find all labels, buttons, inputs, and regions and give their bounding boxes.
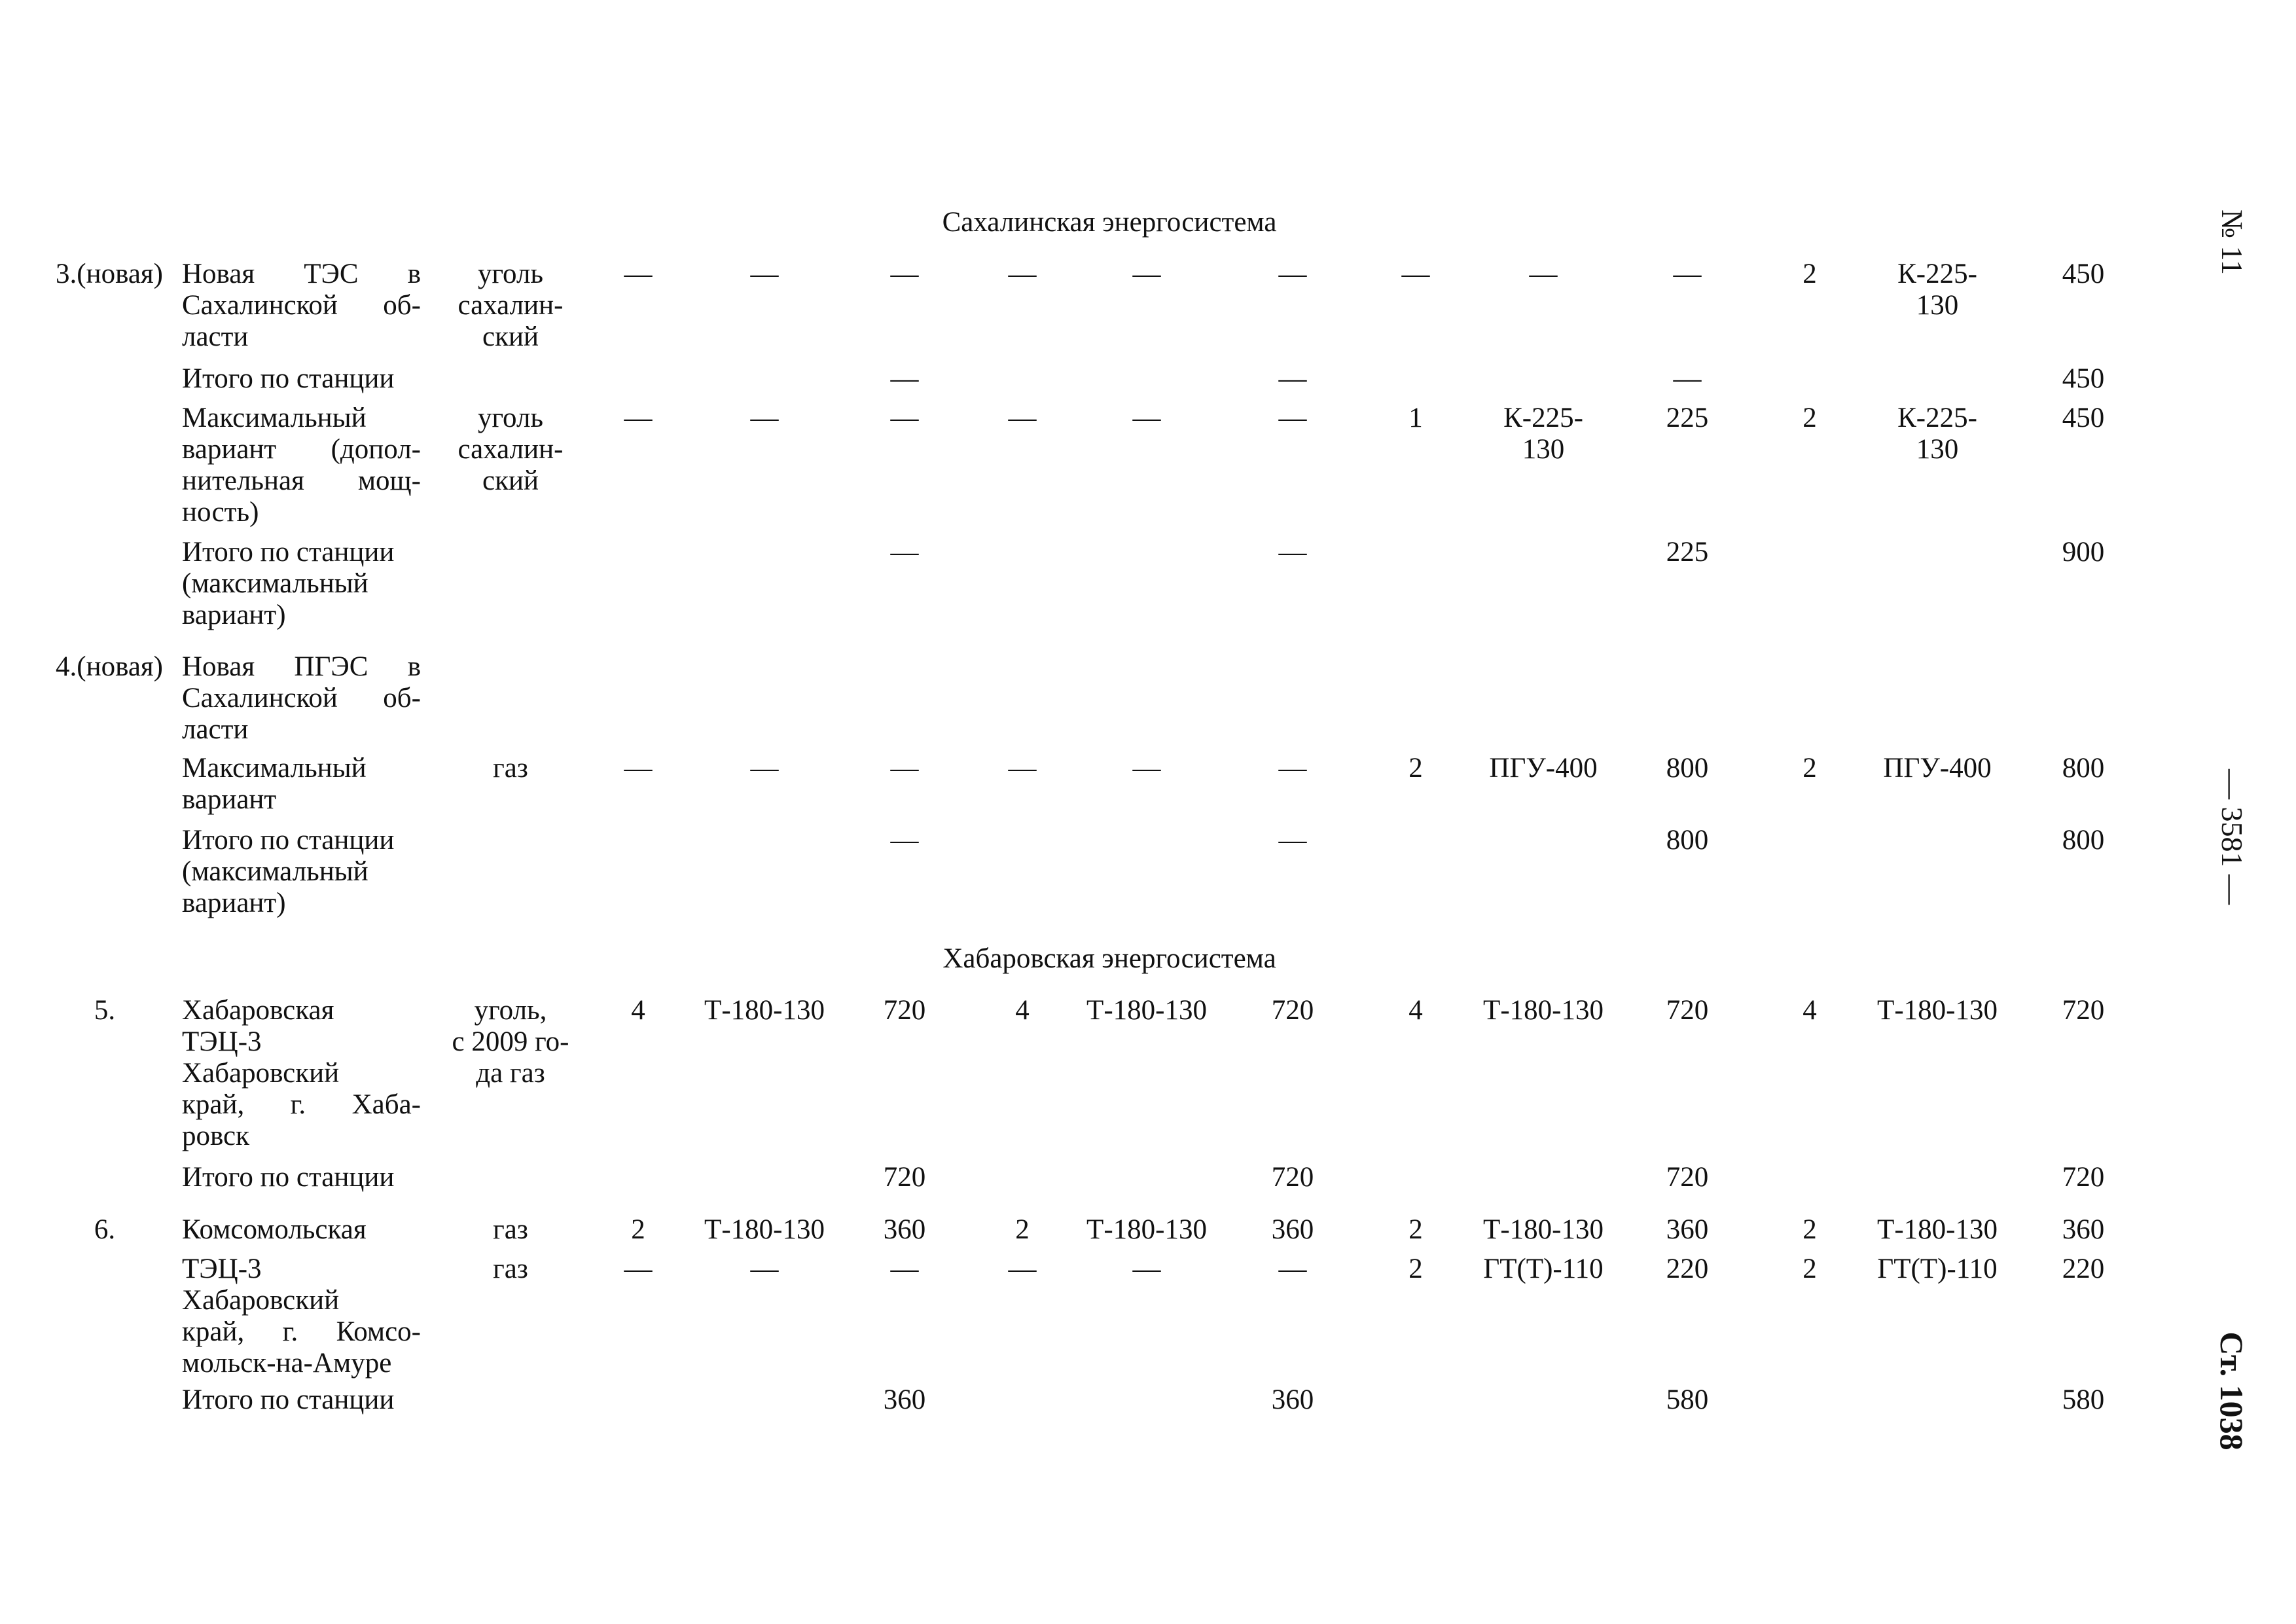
cell-c12: 360 <box>2062 1214 2105 1245</box>
cell-c1: — <box>624 1254 653 1284</box>
cell-c12: 800 <box>2062 825 2105 856</box>
cell-c7: 4 <box>1408 995 1423 1026</box>
station-name <box>182 1384 421 1416</box>
cell-c2: — <box>750 403 779 433</box>
cell-c9: 220 <box>1666 1254 1709 1284</box>
cell-c11 <box>1856 259 2019 321</box>
cell-c3: — <box>890 825 919 856</box>
cell-c11 <box>1856 995 2019 1026</box>
station-name <box>182 995 421 1152</box>
cell-c3: — <box>890 753 919 784</box>
cell-c10: 2 <box>1803 753 1817 784</box>
cell-c6: — <box>1278 825 1307 856</box>
cell-c10: 2 <box>1803 403 1817 433</box>
cell-c12: 220 <box>2062 1254 2105 1284</box>
cell-c10: 2 <box>1803 1214 1817 1245</box>
station-name-line: вариант (допол- <box>182 434 421 465</box>
row-number-line: 3. <box>56 259 77 289</box>
cell-c8 <box>1462 1254 1625 1285</box>
row-number-line: (новая) <box>77 651 164 682</box>
fuel-type-line: газ <box>493 1214 528 1245</box>
cell-c11-line: Т-180-130 <box>1877 995 1998 1026</box>
section-title: Сахалинская энергосистема <box>942 207 1277 238</box>
cell-c8: — <box>1529 259 1558 289</box>
fuel-type <box>439 403 583 497</box>
cell-c8-line: К-225- <box>1503 403 1583 433</box>
cell-c11 <box>1856 1214 2019 1246</box>
cell-c6: — <box>1278 753 1307 784</box>
station-name <box>182 537 421 631</box>
fuel-type-line: уголь, <box>474 995 547 1026</box>
row-number-line: (новая) <box>77 259 164 289</box>
cell-c10: 2 <box>1803 259 1817 289</box>
fuel-type <box>439 995 583 1089</box>
cell-c10: 4 <box>1803 995 1817 1026</box>
cell-c12: 720 <box>2062 1162 2105 1193</box>
station-name-line: Итого по станции <box>182 537 395 568</box>
cell-c12: 800 <box>2062 753 2105 784</box>
cell-c3: 720 <box>883 1162 926 1193</box>
cell-c11-line: К-225- <box>1897 259 1977 289</box>
station-name <box>182 1254 421 1379</box>
fuel-type-line: с 2009 го- <box>452 1026 569 1057</box>
cell-c8-line: ПГУ-400 <box>1489 753 1598 784</box>
cell-c2: — <box>750 753 779 784</box>
cell-c9: — <box>1673 363 1702 394</box>
cell-c6: 360 <box>1271 1384 1314 1415</box>
cell-c6: — <box>1278 403 1307 433</box>
section-title: Хабаровская энергосистема <box>942 943 1276 974</box>
cell-c12: 450 <box>2062 403 2105 433</box>
cell-c8-line: Т-180-130 <box>1483 995 1604 1026</box>
station-name-line: Максимальный <box>182 403 367 433</box>
row-number <box>56 259 164 290</box>
cell-c12: 900 <box>2062 537 2105 568</box>
cell-c12: 450 <box>2062 259 2105 289</box>
cell-c3: 720 <box>883 995 926 1026</box>
cell-c4: — <box>1008 403 1037 433</box>
fuel-type-line: уголь <box>477 259 544 289</box>
station-name-line: Комсомольская <box>182 1214 367 1245</box>
cell-c10: 2 <box>1803 1254 1817 1284</box>
cell-c3: 360 <box>883 1214 926 1245</box>
station-name-line: мольск-на-Амуре <box>182 1348 392 1379</box>
cell-c9: — <box>1673 259 1702 289</box>
cell-c7: 2 <box>1408 1254 1423 1284</box>
cell-c3: — <box>890 537 919 568</box>
station-name-line: Хабаровский <box>182 1285 340 1316</box>
station-name-line: ровск <box>182 1121 250 1151</box>
station-name-line: Хабаровский <box>182 1058 340 1089</box>
cell-c5: Т-180-130 <box>1086 995 1207 1026</box>
cell-c6: — <box>1278 259 1307 289</box>
fuel-type <box>439 1214 583 1246</box>
station-name <box>182 753 421 816</box>
cell-c5: — <box>1132 753 1161 784</box>
cell-c8-line: ГТ(Т)-110 <box>1483 1254 1604 1284</box>
cell-c9: 225 <box>1666 537 1709 568</box>
cell-c8 <box>1462 403 1625 465</box>
cell-c6: — <box>1278 537 1307 568</box>
cell-c9: 800 <box>1666 753 1709 784</box>
cell-c11-line: Т-180-130 <box>1877 1214 1998 1245</box>
cell-c11 <box>1856 1254 2019 1285</box>
station-name <box>182 651 421 746</box>
station-name-line: край, г. Комсо- <box>182 1316 421 1347</box>
fuel-type-line: да газ <box>476 1058 545 1089</box>
cell-c3: — <box>890 363 919 394</box>
cell-c11-line: ГТ(Т)-110 <box>1877 1254 1998 1284</box>
cell-c9: 800 <box>1666 825 1709 856</box>
fuel-type-line: газ <box>493 753 528 784</box>
station-name-line: ТЭЦ-3 <box>182 1254 262 1284</box>
cell-c6: 360 <box>1271 1214 1314 1245</box>
cell-c8 <box>1462 1214 1625 1246</box>
cell-c2: — <box>750 1254 779 1284</box>
station-name-line: вариант) <box>182 888 286 918</box>
station-name-line: нительная мощ- <box>182 465 421 496</box>
cell-c2: — <box>750 259 779 289</box>
cell-c9: 225 <box>1666 403 1709 433</box>
cell-c12: 580 <box>2062 1384 2105 1415</box>
cell-c9: 720 <box>1666 995 1709 1026</box>
cell-c6: 720 <box>1271 995 1314 1026</box>
cell-c11-line: 130 <box>1916 290 1959 321</box>
cell-c2: Т-180-130 <box>704 995 825 1026</box>
cell-c8-line: Т-180-130 <box>1483 1214 1604 1245</box>
cell-c3: — <box>890 259 919 289</box>
station-name-line: Новая ПГЭС в <box>182 651 421 682</box>
cell-c8-line: 130 <box>1522 434 1565 465</box>
station-name <box>182 259 421 353</box>
cell-c6: 720 <box>1271 1162 1314 1193</box>
cell-c11 <box>1856 753 2019 784</box>
cell-c3: 360 <box>883 1384 926 1415</box>
station-name-line: Итого по станции <box>182 1162 395 1193</box>
station-name-line: Максимальный <box>182 753 367 784</box>
station-name-line: ласти <box>182 714 249 745</box>
station-name-line: Итого по станции <box>182 363 395 394</box>
cell-c1: — <box>624 259 653 289</box>
cell-c4: — <box>1008 753 1037 784</box>
station-name-line: ность) <box>182 497 259 528</box>
station-name-line: Сахалинской об- <box>182 290 421 321</box>
cell-c2: Т-180-130 <box>704 1214 825 1245</box>
cell-c9: 720 <box>1666 1162 1709 1193</box>
row-number-line: 6. <box>94 1214 116 1245</box>
fuel-type <box>439 259 583 353</box>
cell-c11 <box>1856 403 2019 465</box>
station-name <box>182 825 421 919</box>
cell-c9: 580 <box>1666 1384 1709 1415</box>
fuel-type-line: сахалин- <box>457 434 564 465</box>
row-number-line: 5. <box>94 995 116 1026</box>
cell-c5: — <box>1132 403 1161 433</box>
cell-c1: — <box>624 403 653 433</box>
cell-c9: 360 <box>1666 1214 1709 1245</box>
cell-c1: 4 <box>631 995 645 1026</box>
fuel-type-line: газ <box>493 1254 528 1284</box>
cell-c7: — <box>1401 259 1430 289</box>
station-name-line: ласти <box>182 321 249 352</box>
cell-c5: — <box>1132 259 1161 289</box>
station-name-line: (максимальный <box>182 568 368 599</box>
station-name-line: вариант <box>182 784 277 815</box>
station-name-line: край, г. Хаба- <box>182 1089 421 1120</box>
fuel-type-line: уголь <box>477 403 544 433</box>
cell-c5: — <box>1132 1254 1161 1284</box>
cell-c4: 4 <box>1015 995 1030 1026</box>
fuel-type-line: ский <box>482 465 539 496</box>
cell-c1: 2 <box>631 1214 645 1245</box>
cell-c12: 450 <box>2062 363 2105 394</box>
station-name-line: (максимальный <box>182 856 368 887</box>
station-name-line: вариант) <box>182 600 286 630</box>
cell-c7: 2 <box>1408 753 1423 784</box>
station-name-line: Сахалинской об- <box>182 683 421 713</box>
cell-c1: — <box>624 753 653 784</box>
station-name <box>182 403 421 528</box>
cell-c8 <box>1462 995 1625 1026</box>
cell-c12: 720 <box>2062 995 2105 1026</box>
station-name <box>182 1214 421 1246</box>
article-number: Ст. 1038 <box>2214 1331 2250 1451</box>
cell-c11-line: К-225- <box>1897 403 1977 433</box>
cell-c4: — <box>1008 259 1037 289</box>
station-name <box>182 363 421 395</box>
page-number: — 3581 — <box>2215 769 2249 905</box>
station-name-line: Итого по станции <box>182 1384 395 1415</box>
station-name-line: Хабаровская <box>182 995 334 1026</box>
station-name-line: ТЭЦ-3 <box>182 1026 262 1057</box>
cell-c11-line: 130 <box>1916 434 1959 465</box>
row-number <box>56 1214 154 1246</box>
cell-c3: — <box>890 403 919 433</box>
cell-c3: — <box>890 1254 919 1284</box>
cell-c5: Т-180-130 <box>1086 1214 1207 1245</box>
cell-c6: — <box>1278 1254 1307 1284</box>
cell-c4: 2 <box>1015 1214 1030 1245</box>
station-name-line: Итого по станции <box>182 825 395 856</box>
cell-c11-line: ПГУ-400 <box>1883 753 1992 784</box>
issue-number: № 11 <box>2215 209 2249 275</box>
cell-c6: — <box>1278 363 1307 394</box>
station-name <box>182 1162 421 1193</box>
station-name-line: Новая ТЭС в <box>182 259 421 289</box>
row-number <box>56 995 154 1026</box>
fuel-type-line: сахалин- <box>457 290 564 321</box>
cell-c7: 2 <box>1408 1214 1423 1245</box>
cell-c7: 1 <box>1408 403 1423 433</box>
row-number-line: 4. <box>56 651 77 682</box>
fuel-type <box>439 753 583 784</box>
fuel-type-line: ский <box>482 321 539 352</box>
cell-c4: — <box>1008 1254 1037 1284</box>
cell-c8 <box>1462 753 1625 784</box>
fuel-type <box>439 1254 583 1285</box>
row-number <box>56 651 164 683</box>
